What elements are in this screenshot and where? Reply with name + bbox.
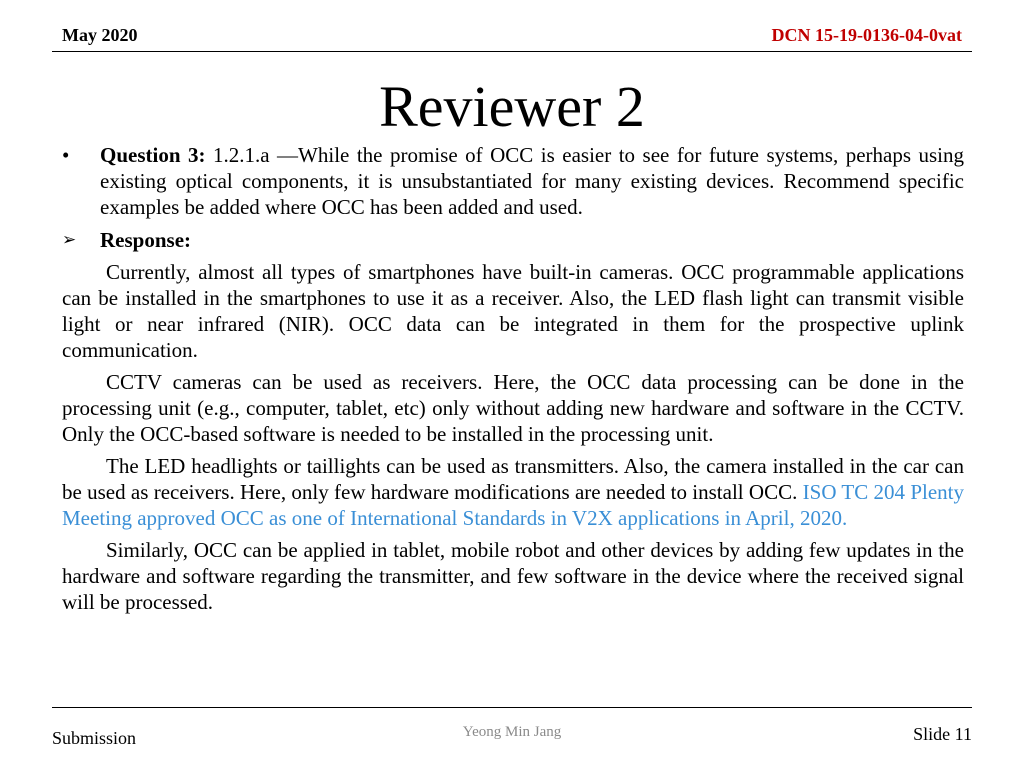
slide-title: Reviewer 2	[379, 74, 645, 139]
iso-standard-highlight: ISO TC 204 Plenty Meeting approved OCC as one of International Standards in V2X applications in April, 2020.	[62, 480, 964, 530]
paragraph-smartphones: Currently, almost all types of smartphones have built-in cameras. OCC programmable applications can be installed in the smartphones to use it as a receiver. Also, the LED flash light can transmit visible light or near infrared (NIR). OCC data can be integrated in them for the prospective uplink communication.	[62, 260, 964, 362]
question-label: Question 3:	[100, 143, 206, 167]
bullet-dot-icon: •	[62, 143, 70, 167]
footer-submission: Submission	[52, 728, 137, 748]
header-dcn: DCN 15-19-0136-04-0vat	[771, 25, 962, 45]
arrow-bullet-icon: ➢	[62, 230, 77, 250]
footer-divider	[52, 707, 972, 708]
slide-body	[62, 142, 964, 615]
footer-slide-number: Slide 11	[913, 724, 972, 744]
paragraph-vehicles-text: The LED headlights or taillights can be used as transmitters. Also, the camera installed in the car can be used as receivers. Here, only few hardware modifications are needed to install OCC.	[62, 454, 964, 504]
paragraph-other-devices: Similarly, OCC can be applied in tablet, mobile robot and other devices by adding few updates in the hardware and software regarding the transmitter, and few software in the device where the received signal will be processed.	[62, 538, 964, 614]
paragraph-cctv: CCTV cameras can be used as receivers. Here, the OCC data processing can be done in the processing unit (e.g., computer, tablet, etc) only without adding new hardware and software in the CCTV. Only the OCC-based software is needed to be installed in the processing unit.	[62, 370, 964, 446]
response-label: Response:	[100, 228, 192, 252]
footer-author: Yeong Min Jang	[462, 724, 562, 740]
response-heading	[62, 227, 964, 253]
question-bullet	[62, 142, 964, 220]
header-date: May 2020	[62, 25, 138, 45]
paragraph-vehicles	[62, 453, 964, 531]
question-text: 1.2.1.a —While the promise of OCC is easier to see for future systems, perhaps using existing optical components, it is unsubstantiated for many existing devices. Recommend specific examples be added where OCC has been added and used.	[100, 143, 964, 219]
header-divider	[52, 51, 972, 52]
